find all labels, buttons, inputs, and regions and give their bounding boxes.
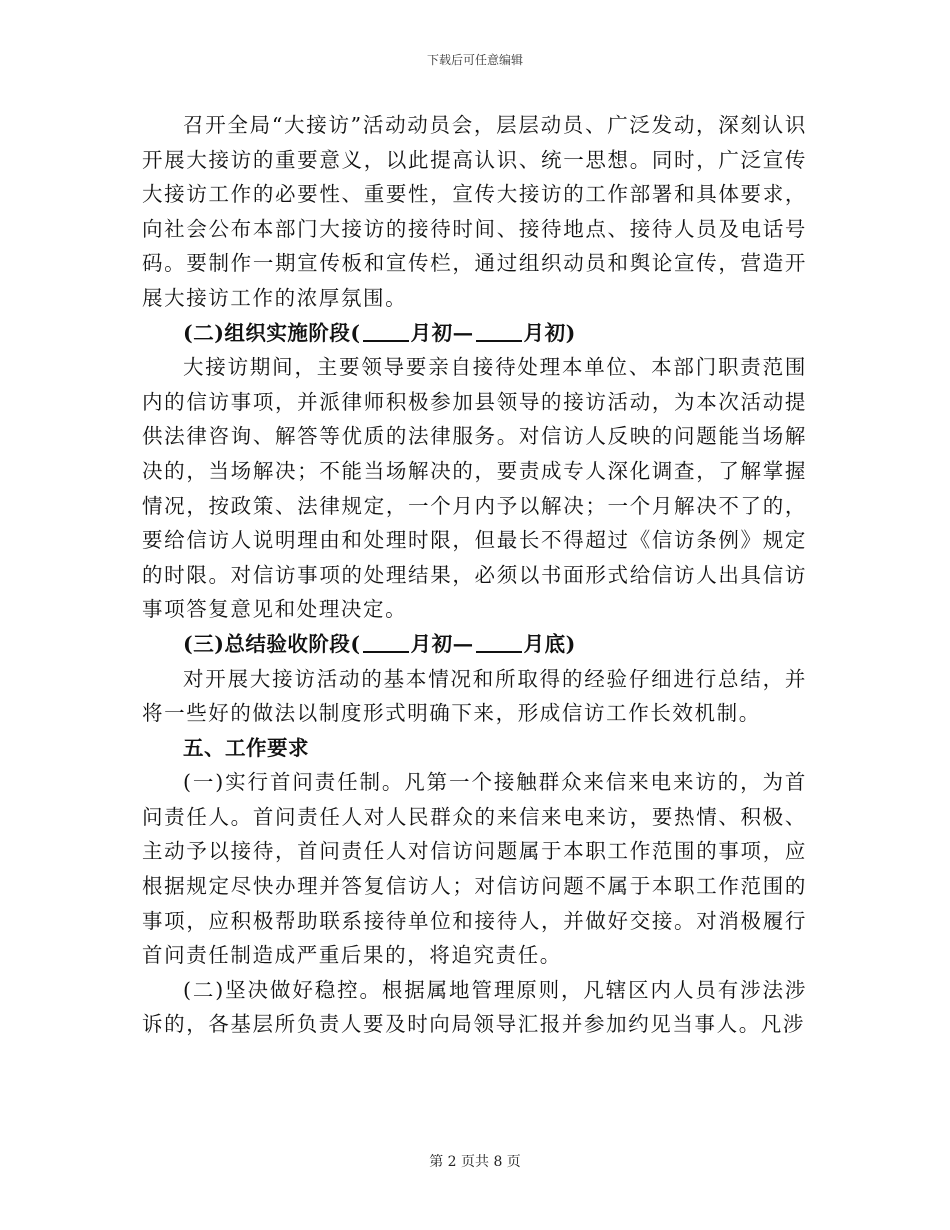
heading-summary-prefix: (三)总结验收阶段(	[183, 631, 361, 656]
heading-implementation-stage	[142, 316, 807, 351]
paragraph-implementation: 大接访期间，主要领导要亲自接待处理本单位、本部门职责范围内的信访事项，并派律师积极参加县领导的接访活动，为本次活动提供法律咨询、解答等优质的法律服务。对信访人反映的问题能当场解决的，当场解决；不能当场解决的，要责成专人深化调查，了解掌握情况，按政策、法律规定，一个月内予以解决；一个月解决不了的，要给信访人说明理由和处理时限，但最长不得超过《信访条例》规定的时限。对信访事项的处理结果，必须以书面形式给信访人出具信访事项答复意见和处理决定。	[142, 355, 807, 622]
heading-summary-suffix: 月底)	[523, 631, 576, 656]
page-header: 下载后可任意编辑	[426, 53, 523, 67]
date-blank	[363, 322, 409, 342]
heading-implementation-mid: 月初—	[410, 320, 474, 345]
heading-implementation-prefix: (二)组织实施阶段(	[183, 320, 361, 345]
paragraph-summary: 对开展大接访活动的基本情况和所取得的经验仔细进行总结，并将一些好的做法以制度形式明确下来，形成信访工作长效机制。	[142, 666, 807, 726]
date-blank	[476, 633, 522, 653]
paragraph-stability-control: (二)坚决做好稳控。根据属地管理原则，凡辖区内人员有涉法涉诉的，各基层所负责人要及时向局领导汇报并参加约见当事人。凡涉	[142, 977, 807, 1037]
heading-summary-mid: 月初—	[410, 631, 474, 656]
heading-summary-stage	[142, 627, 807, 662]
date-blank	[363, 633, 409, 653]
heading-work-requirements: 五、工作要求	[183, 735, 309, 760]
document-body	[142, 108, 807, 1042]
page-footer: 第 2 页共 8 页	[429, 1154, 521, 1170]
paragraph-mobilization: 召开全局“大接访”活动动员会，层层动员、广泛发动，深刻认识开展大接访的重要意义，以此提高认识、统一思想。同时，广泛宣传大接访工作的必要性、重要性，宣传大接访的工作部署和具体要求，向社会公布本部门大接访的接待时间、接待地点、接待人员及电话号码。要制作一期宣传板和宣传栏，通过组织动员和舆论宣传，营造开展大接访工作的浓厚氛围。	[142, 113, 807, 310]
date-blank	[476, 322, 522, 342]
heading-implementation-suffix: 月初)	[523, 320, 576, 345]
paragraph-first-responsibility: (一)实行首问责任制。凡第一个接触群众来信来电来访的，为首问责任人。首问责任人对人民群众的来信来电来访，要热情、积极、主动予以接待，首问责任人对信访问题属于本职工作范围的事项，应根据规定尽快办理并答复信访人；对信访问题不属于本职工作范围的事项，应积极帮助联系接待单位和接待人，并做好交接。对消极履行首问责任制造成严重后果的，将追究责任。	[142, 770, 807, 968]
